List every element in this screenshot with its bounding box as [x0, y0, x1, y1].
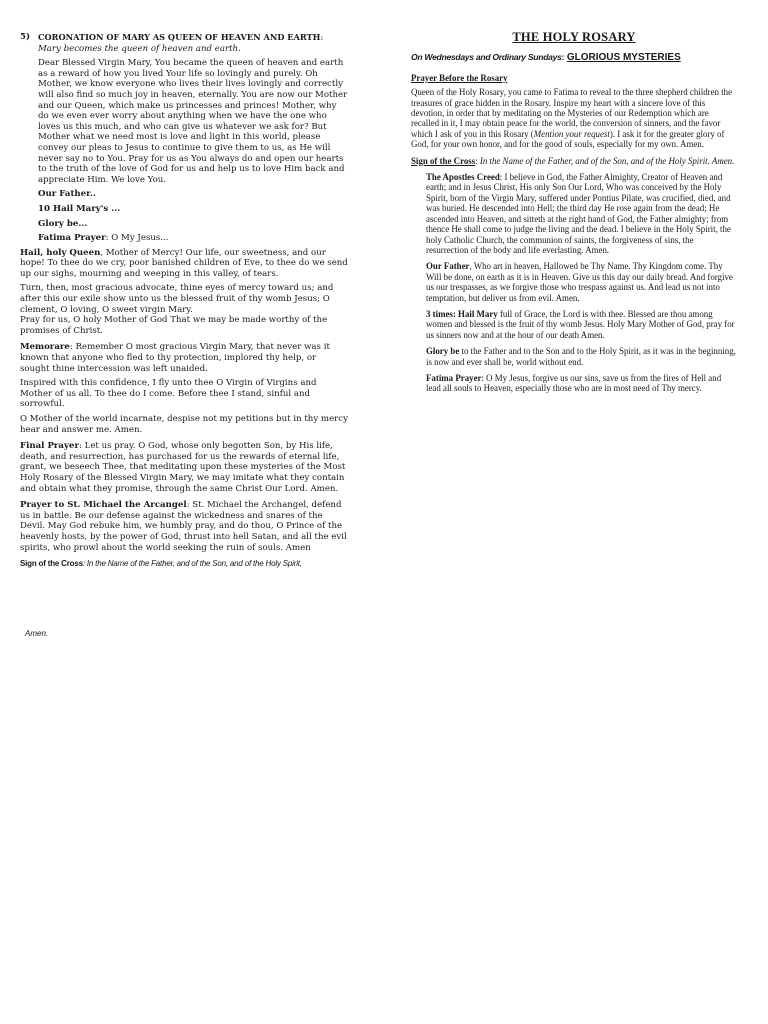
- fatima-line: [38, 233, 348, 244]
- mystery-title: CORONATION OF MARY AS QUEEN OF HEAVEN AND EARTH: [38, 32, 321, 42]
- final-prayer-text: : Let us pray. O God, whose only begotten Son, by His life, death, and resurrection, has purchased for us the rewards of eternal life, grant, we beseech Thee, that meditating upon these mysteries of the Most Holy Rosary of the Blessed Virgin Mary, we may imitate what they contain and obtain what they promise, through the same Christ Our Lord. Amen.: [20, 441, 346, 494]
- day-colon: :: [561, 52, 567, 63]
- our-father-text: , Who art in heaven, Hallowed be Thy Name. Thy Kingdom come. Thy Will be done, on earth as it is in Heaven. Give us this day our daily bread. And forgive us our trespasses, as we forgive those who trespass against us. And lead us not into temptation, but deliver us from evil. Amen.: [426, 261, 733, 303]
- closing-sign-of-cross: [20, 559, 348, 570]
- memorare: [20, 342, 348, 374]
- final-prayer-label: Final Prayer: [20, 441, 79, 452]
- left-column: [20, 32, 348, 570]
- hail-mary: [426, 309, 737, 340]
- st-michael-label: Prayer to St. Michael the Arcangel: [20, 500, 187, 511]
- fatima-prayer-label: Fatima Prayer: [426, 372, 482, 383]
- closing-sign-label: Sign of the Cross: [20, 559, 83, 569]
- inspired-paragraph: Inspired with this confidence, I fly unto thee O Virgin of Virgins and Mother of us all. To thee do I come. Before thee I stand, sinful and sorrowful.: [20, 378, 317, 410]
- mystery-number: 5): [20, 32, 31, 42]
- opening-sign-of-cross: [411, 156, 737, 166]
- page-title: THE HOLY ROSARY: [512, 30, 636, 44]
- mysteries-title: GLORIOUS MYSTERIES: [566, 52, 681, 64]
- fatima-prayer: [426, 373, 737, 394]
- day-text: On Wednesdays and Ordinary Sundays: [411, 52, 562, 63]
- hail-mary-text: full of Grace, the Lord is with thee. Blessed are thou among women and blessed is the fruit of thy womb Jesus. Holy Mary Mother of God, pray for us sinners now and at the hour of our death Amen.: [426, 308, 735, 340]
- hail-mary-label: 3 times: Hail Mary: [426, 308, 498, 319]
- fatima-prayer-text: : O My Jesus, forgive us our sins, save us from the fires of Hell and lead all souls to Heaven, especially those who are in most need of Thy mercy.: [426, 372, 722, 394]
- prayer-before-part-b: ). I ask it for the greater glory of God, for your own honor, and for the good of souls, especially for my own. Amen.: [411, 128, 725, 150]
- mystery-title-colon: :: [320, 33, 324, 43]
- glory-be: [426, 346, 737, 367]
- opening-sign-label: Sign of the Cross: [411, 155, 476, 166]
- memorare-label: Memorare: [20, 342, 70, 353]
- glory-be-text: to the Father and to the Son and to the Holy Spirit, as it was in the beginning, is now and ever shall be, world without end.: [426, 346, 736, 367]
- hail-marys-line: 10 Hail Mary's ...: [38, 203, 121, 214]
- mystery-meditation: Dear Blessed Virgin Mary, You became the queen of heaven and earth as a reward of how you lived Your life so lovingly and purely. Oh Mother, we know everyone who lives their lives lovingly and correctly will also find so much joy in heaven, eternally. You are now our Mother and our Queen, which make us princesses and princes! Mother, why do we even ever worry about anything when we have the one who loves us this much, and who can give us whatever we ask for? But Mother what we need most is love and light in this world, please convey our pleas to Jesus to continue to give them to us, as He will never say no to You. Pray for us as You always do and open our hearts to the truth of the love of God for us and help us to love Him back and appreciate Him. We love You.: [38, 58, 348, 185]
- our-father: [426, 261, 737, 303]
- st-michael-text: : St. Michael the Archangel, defend us in battle. Be our defense against the wickedness and snares of the Devil. May God rebuke him, we humbly pray, and do thou, O Prince of the heavenly hosts, by the power of God, thrust into hell Satan, and all the evil spirits, who prowl about the world seeking the ruin of souls. Amen: [20, 500, 347, 553]
- day-heading: [411, 52, 737, 63]
- prayer-before-heading: Prayer Before the Rosary: [411, 72, 508, 83]
- mystery-heading: [20, 32, 348, 54]
- glory-be-line: Glory be...: [38, 218, 88, 229]
- hail-holy-queen: [20, 248, 348, 280]
- o-mother-paragraph: O Mother of the world incarnate, despise not my petitions but in thy mercy hear and answer me. Amen.: [20, 414, 348, 435]
- pray-for-us-paragraph: Pray for us, O holy Mother of God That we may be made worthy of the promises of Christ.: [20, 315, 328, 336]
- prayer-before-mention: Mention your request: [533, 128, 610, 139]
- apostles-creed-text: : I believe in God, the Father Almighty, Creator of Heaven and earth; and in Jesus Christ, His only Son Our Lord, Who was conceived by the Holy Spirit, born of the Virgin Mary, suffered under Pontius Pilate, was crucified, died, and was buried. He descended into Hell; the third day He rose again from the dead; He ascended into Heaven, and sitteth at the right hand of God, the Father almighty; from thence He shall come to judge the living and the dead. I believe in the Holy Spirit, the holy Catholic Church, the communion of saints, the forgiveness of sins, the resurrection of the body and life everlasting. Amen.: [426, 172, 731, 255]
- memorare-text: : Remember O most gracious Virgin Mary, that never was it known that anyone who fled to thy protection, implored thy help, or sought thine intercession was left unaided.: [20, 342, 330, 374]
- final-prayer: [20, 441, 348, 494]
- apostles-creed-label: The Apostles Creed: [426, 172, 500, 183]
- st-michael-prayer: [20, 500, 348, 553]
- our-father-line: Our Father..: [38, 189, 96, 200]
- apostles-creed: [426, 172, 737, 255]
- prayer-before-text: [411, 87, 737, 149]
- opening-sign-colon: :: [475, 155, 480, 166]
- prayer-before-part-a: Queen of the Holy Rosary, you came to Fatima to reveal to the three shepherd children the treasures of grace hidden in the Rosary. Inspire my heart with a sincere love of this devotion, in order that by meditating on the Mysteries of our Redemption which are recalled in it, I may obtain peace for the world, the conversion of sinners, and the favor which I ask of you in this Rosary (: [411, 87, 733, 139]
- mystery-subtitle: Mary becomes the queen of heaven and earth.: [38, 43, 241, 54]
- hail-holy-queen-text: , Mother of Mercy! Our life, our sweetness, and our hope! To thee do we cry, poor banished children of Eve, to thee do we send up our sighs, mourning and weeping in this valley, of tears.: [20, 247, 348, 279]
- hail-holy-queen-label: Hail, holy Queen: [20, 247, 101, 258]
- our-father-label: Our Father: [426, 261, 470, 272]
- closing-amen: Amen.: [25, 629, 49, 638]
- closing-sign-text: : In the Name of the Father, and of the Son, and of the Holy Spirit,: [82, 559, 302, 569]
- fatima-label: Fatima Prayer: [38, 233, 106, 244]
- glory-be-label: Glory be: [426, 346, 460, 357]
- right-column: [411, 32, 737, 394]
- fatima-text: : O My Jesus...: [105, 233, 169, 244]
- turn-then-paragraph: Turn, then, most gracious advocate, thine eyes of mercy toward us; and after this our exile show unto us the blessed fruit of thy womb Jesus; O clement, O loving, O sweet virgin Mary.: [20, 283, 334, 315]
- opening-sign-text: In the Name of the Father, and of the Son, and of the Holy Spirit. Amen.: [479, 155, 735, 166]
